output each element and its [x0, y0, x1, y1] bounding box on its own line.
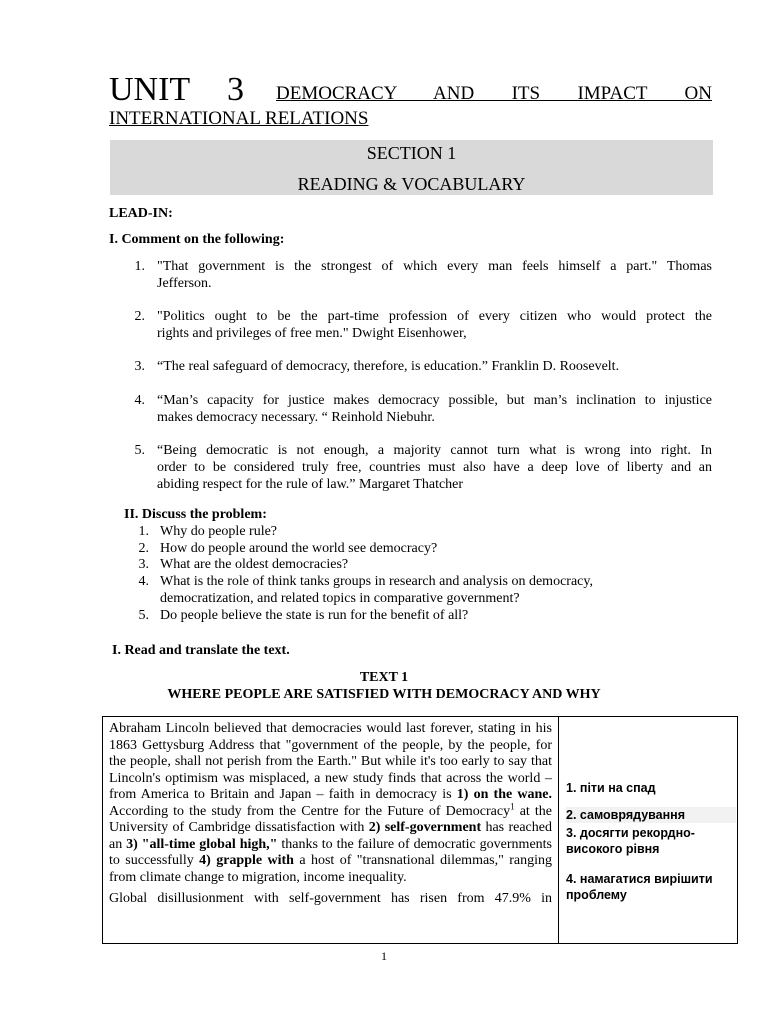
passage-text: a host of "transnational dilemmas," ranging from climate change to migration, income inequality.	[109, 853, 553, 885]
question-line: What is the role of think tanks groups in research and analysis on democracy,	[160, 574, 593, 589]
read-translate-heading: I. Read and translate the text.	[112, 643, 290, 658]
list-item-number: 3.	[138, 557, 149, 572]
list-item-number: 4.	[138, 574, 149, 589]
unit-heading	[109, 70, 712, 110]
footnote-marker: 1	[510, 800, 515, 811]
text-title: WHERE PEOPLE ARE SATISFIED WITH DEMOCRACY AND WHY	[167, 687, 601, 702]
list-item-number: 2.	[134, 309, 145, 324]
section-subtitle: READING & VOCABULARY	[297, 174, 526, 194]
text-label: TEXT 1	[359, 670, 409, 685]
list-item-number: 3.	[134, 359, 145, 374]
glossary-item: 2. самоврядування	[566, 807, 736, 823]
table-divider	[558, 717, 559, 943]
quote-line: abiding respect for the rule of law.” Margaret Thatcher	[157, 477, 464, 492]
unit-number: 3	[227, 71, 244, 108]
quote-line: Jefferson.	[157, 276, 212, 291]
list-item-number: 2.	[138, 541, 149, 556]
quote-line: "That government is the strongest of which every man feels himself a part." Thomas	[157, 259, 712, 274]
quote-line: "Politics ought to be the part-time profession of every citizen who would protect the	[157, 309, 712, 324]
question-line: Do people believe the state is run for the benefit of all?	[160, 608, 469, 623]
lead-in-heading: LEAD-IN:	[109, 206, 173, 221]
quote-line: makes democracy necessary. “ Reinhold Niebuhr.	[157, 410, 435, 425]
discuss-heading: II. Discuss the problem:	[124, 507, 267, 522]
glossary-item: 1. піти на спад	[566, 781, 656, 795]
question-line: Why do people rule?	[160, 524, 278, 539]
passage-text: According to the study from the Centre for the Future of Democracy	[109, 803, 511, 819]
vocab-term: 3) "all-time global high,"	[126, 836, 278, 852]
quote-line: order to be considered truly free, countries must also have a deep love of liberty and an	[157, 460, 712, 475]
passage-text: at the University of Cambridge dissatisfaction with	[109, 803, 552, 835]
unit-title-line1: DEMOCRACY AND ITS IMPACT ON	[276, 83, 712, 104]
list-item-number: 1.	[138, 524, 149, 539]
question-line: What are the oldest democracies?	[160, 557, 349, 572]
list-item-number: 5.	[138, 608, 149, 623]
passage-text: has reached an	[109, 820, 552, 852]
question-line: How do people around the world see democracy?	[160, 541, 438, 556]
list-item-number: 1.	[134, 259, 145, 274]
list-item-number: 4.	[134, 393, 145, 408]
question-line: democratization, and related topics in comparative government?	[160, 591, 520, 606]
reading-table	[102, 716, 738, 944]
vocab-term: 1) on the wane.	[456, 787, 552, 802]
quote-line: “The real safeguard of democracy, therefore, is education.” Franklin D. Roosevelt.	[157, 359, 620, 374]
vocab-term: 4) grapple with	[199, 853, 294, 868]
page-number: 1	[381, 949, 387, 963]
comment-heading: I. Comment on the following:	[109, 232, 285, 247]
list-item-number: 5.	[134, 443, 145, 458]
glossary-item: 4. намагатися вирішити проблему	[566, 872, 713, 902]
unit-title-line2: INTERNATIONAL RELATIONS	[109, 108, 369, 129]
vocab-term: 2) self-government	[368, 820, 482, 835]
quote-line: “Being democratic is not enough, a majority cannot turn what is wrong into right. In	[157, 443, 712, 458]
section-banner	[110, 140, 713, 195]
glossary-item: 3. досягти рекордно-високого рівня	[566, 826, 695, 856]
reading-passage	[109, 721, 552, 913]
passage-paragraph	[109, 721, 552, 886]
passage-text: thanks to the failure of democratic governments to successfully	[109, 836, 552, 868]
passage-paragraph: Global disillusionment with self-government has risen from 47.9% in	[109, 891, 552, 906]
quote-line: rights and privileges of free men." Dwight Eisenhower,	[157, 326, 467, 341]
quote-line: “Man’s capacity for justice makes democracy possible, but man’s inclination to injustice	[157, 393, 712, 408]
unit-label: UNIT	[109, 71, 191, 108]
section-number: SECTION 1	[366, 143, 457, 163]
passage-text: Abraham Lincoln believed that democracies would last forever, stating in his 1863 Gettysburg Address that "government of the people, by the people, for the people, shall not perish from the Earth." But while it's too early to say that Lincoln's optimism was misplaced, a new study finds that across the world – from America to Britain and Japan – faith in democracy is	[109, 721, 552, 802]
